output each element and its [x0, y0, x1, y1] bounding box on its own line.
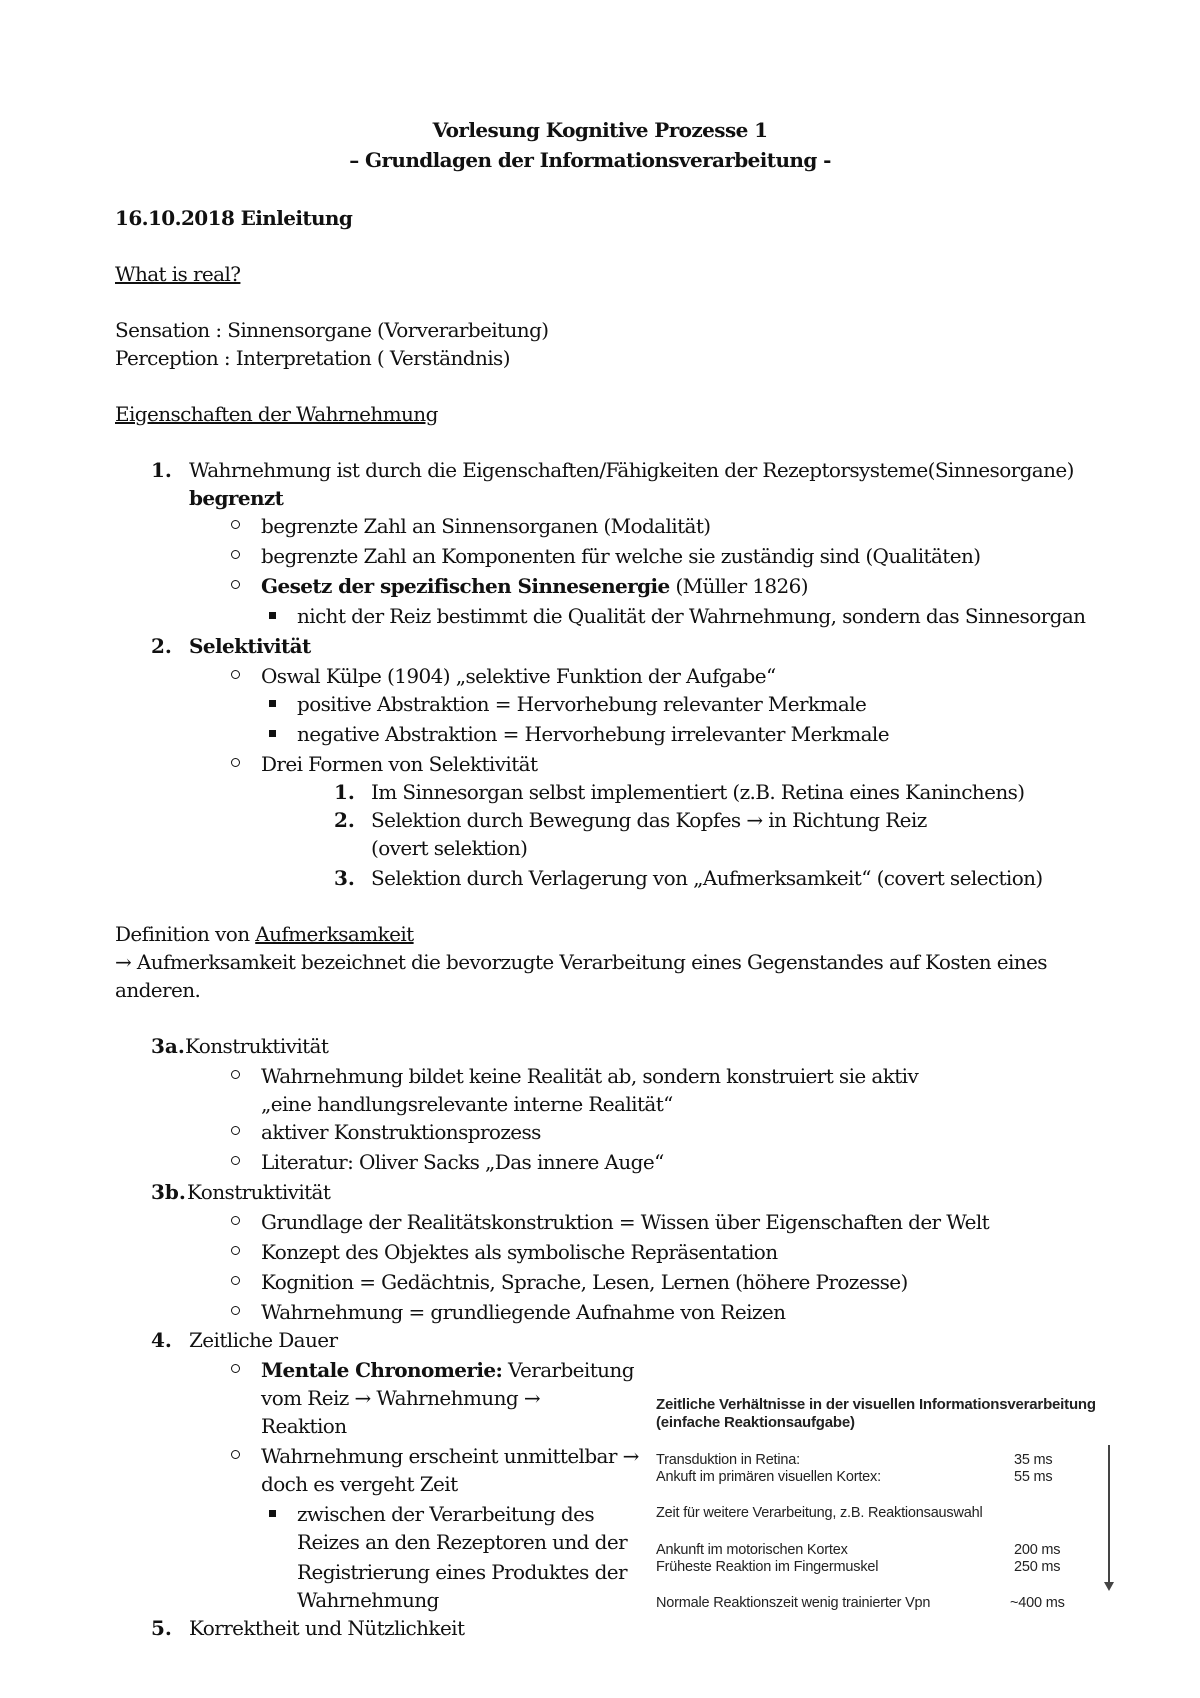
- item3a-sub3: Literatur: Oliver Sacks „Das innere Auge“: [261, 1150, 664, 1174]
- circle-bullet-icon: [231, 1450, 240, 1459]
- form-text: (overt selektion): [371, 836, 528, 860]
- document-subtitle: – Grundlagen der Informationsverarbeitung -: [349, 148, 831, 172]
- item4-number: 4.: [151, 1328, 172, 1352]
- item2-number: 2.: [151, 634, 172, 658]
- circle-bullet-icon: [231, 1276, 240, 1285]
- item4-sub2: Wahrnehmung erscheint unmittelbar →: [261, 1444, 639, 1468]
- figure-title: Zeitliche Verhältnisse in der visuellen Informationsverarbeitung: [656, 1396, 1096, 1413]
- figure-row-value: 200 ms: [1014, 1542, 1061, 1558]
- figure-row-value: 250 ms: [1014, 1559, 1061, 1575]
- circle-bullet-icon: [231, 1216, 240, 1225]
- figure-row-label: Ankuft im primären visuellen Kortex:: [656, 1469, 881, 1485]
- item3a-sub1: Wahrnehmung bildet keine Realität ab, sondern konstruiert sie aktiv: [261, 1064, 919, 1088]
- timing-figure: [650, 1396, 1170, 1631]
- circle-bullet-icon: [231, 758, 240, 767]
- figure-row-value: ~400 ms: [1010, 1595, 1065, 1611]
- figure-row-label: Normale Reaktionszeit wenig trainierter Vpn: [656, 1595, 931, 1611]
- item1-number: 1.: [151, 458, 172, 482]
- item3a-sub2: aktiver Konstruktionsprozess: [261, 1120, 541, 1144]
- date-heading: 16.10.2018 Einleitung: [115, 206, 353, 230]
- circle-bullet-icon: [231, 1070, 240, 1079]
- law-name: Gesetz der spezifischen Sinnesenergie: [261, 574, 670, 598]
- item3b-number: 3b.: [151, 1180, 186, 1204]
- figure-row-label: Zeit für weitere Verarbeitung, z.B. Reaktionsauswahl: [656, 1505, 983, 1521]
- item3a-sub1-cont: „eine handlungsrelevante interne Realität“: [261, 1092, 673, 1116]
- form-text: Selektion durch Bewegung das Kopfes → in Richtung Reiz: [371, 808, 927, 832]
- arrow-down-icon: [1104, 1582, 1114, 1591]
- perception-line: Perception : Interpretation ( Verständnis): [115, 346, 510, 370]
- circle-bullet-icon: [231, 1156, 240, 1165]
- item1-text-bold: begrenzt: [189, 486, 284, 510]
- square-bullet-icon: [269, 700, 276, 707]
- item4-sub1-cont2: Reaktion: [261, 1414, 347, 1438]
- item3b-sub: Konzept des Objektes als symbolische Repräsentation: [261, 1240, 778, 1264]
- item4-bullet-line: Registrierung eines Produktes der: [297, 1560, 627, 1584]
- circle-bullet-icon: [231, 1246, 240, 1255]
- figure-row-value: 55 ms: [1014, 1469, 1053, 1485]
- form-number: 1.: [334, 780, 355, 804]
- item3a-number: 3a.: [151, 1034, 185, 1058]
- item1-sub1: begrenzte Zahl an Sinnensorganen (Modalität): [261, 514, 711, 538]
- definition-term: Aufmerksamkeit: [255, 922, 414, 946]
- definition-text-end: anderen.: [115, 978, 201, 1002]
- item1-sub2: begrenzte Zahl an Komponenten für welche sie zuständig sind (Qualitäten): [261, 544, 981, 568]
- item4-sub1: [261, 1358, 634, 1382]
- item4-bullet-line: zwischen der Verarbeitung des: [297, 1502, 595, 1526]
- circle-bullet-icon: [231, 1306, 240, 1315]
- item4-sub1-cont: vom Reiz → Wahrnehmung →: [261, 1386, 540, 1410]
- item2-sub1-b2: negative Abstraktion = Hervorhebung irrelevanter Merkmale: [297, 722, 889, 746]
- item1-text: Wahrnehmung ist durch die Eigenschaften/Fähigkeiten der Rezeptorsysteme(Sinnesorgane): [189, 458, 1074, 482]
- circle-bullet-icon: [231, 520, 240, 529]
- circle-bullet-icon: [231, 670, 240, 679]
- item2-label: Selektivität: [189, 634, 311, 658]
- chronometry-text: Verarbeitung: [502, 1358, 634, 1382]
- circle-bullet-icon: [231, 580, 240, 589]
- definition-line: [115, 922, 414, 946]
- document-title: Vorlesung Kognitive Prozesse 1: [432, 118, 768, 142]
- section-what-is-real: What is real?: [115, 262, 241, 286]
- chronometry-term: Mentale Chronomerie:: [261, 1358, 503, 1382]
- circle-bullet-icon: [231, 1364, 240, 1373]
- item3b-sub: Wahrnehmung = grundliegende Aufnahme von Reizen: [261, 1300, 786, 1324]
- form-number: 2.: [334, 808, 355, 832]
- figure-row-label: Transduktion in Retina:: [656, 1452, 800, 1468]
- square-bullet-icon: [269, 1510, 276, 1517]
- item1-sub3-bullet: nicht der Reiz bestimmt die Qualität der Wahrnehmung, sondern das Sinnesorgan: [297, 604, 1086, 628]
- item3b-label: Konstruktivität: [187, 1180, 331, 1204]
- form-text: Selektion durch Verlagerung von „Aufmerksamkeit“ (covert selection): [371, 866, 1043, 890]
- circle-bullet-icon: [231, 1126, 240, 1135]
- figure-row-label: Ankunft im motorischen Kortex: [656, 1542, 848, 1558]
- item2-sub2: Drei Formen von Selektivität: [261, 752, 538, 776]
- item5-label: Korrektheit und Nützlichkeit: [189, 1616, 465, 1640]
- square-bullet-icon: [269, 730, 276, 737]
- eigenschaften-heading: Eigenschaften der Wahrnehmung: [115, 402, 438, 426]
- item4-bullet-line: Reizes an den Rezeptoren und der: [297, 1530, 628, 1554]
- item3b-sub: Kognition = Gedächtnis, Sprache, Lesen, Lernen (höhere Prozesse): [261, 1270, 908, 1294]
- definition-prefix: Definition von: [115, 922, 256, 946]
- circle-bullet-icon: [231, 550, 240, 559]
- item5-number: 5.: [151, 1616, 172, 1640]
- item4-sub2-cont: doch es vergeht Zeit: [261, 1472, 458, 1496]
- form-text: Im Sinnesorgan selbst implementiert (z.B. Retina eines Kaninchens): [371, 780, 1025, 804]
- item4-bullet-line: Wahrnehmung: [297, 1588, 439, 1612]
- figure-row-label: Früheste Reaktion im Fingermuskel: [656, 1559, 879, 1575]
- item4-label: Zeitliche Dauer: [189, 1328, 338, 1352]
- form-number: 3.: [334, 866, 355, 890]
- item3b-sub: Grundlage der Realitätskonstruktion = Wissen über Eigenschaften der Welt: [261, 1210, 990, 1234]
- figure-row-value: 35 ms: [1014, 1452, 1053, 1468]
- law-citation: (Müller 1826): [669, 574, 809, 598]
- item2-sub1: Oswal Külpe (1904) „selektive Funktion der Aufgabe“: [261, 664, 776, 688]
- item2-sub1-b1: positive Abstraktion = Hervorhebung relevanter Merkmale: [297, 692, 867, 716]
- item3a-label: Konstruktivität: [185, 1034, 329, 1058]
- definition-text: → Aufmerksamkeit bezeichnet die bevorzugte Verarbeitung eines Gegenstandes auf Kosten eines: [115, 950, 1047, 974]
- figure-subtitle: (einfache Reaktionsaufgabe): [656, 1414, 855, 1431]
- square-bullet-icon: [269, 612, 276, 619]
- item1-sub3: [261, 574, 808, 598]
- sensation-line: Sensation : Sinnensorgane (Vorverarbeitung): [115, 318, 549, 342]
- time-arrow-line: [1108, 1445, 1110, 1585]
